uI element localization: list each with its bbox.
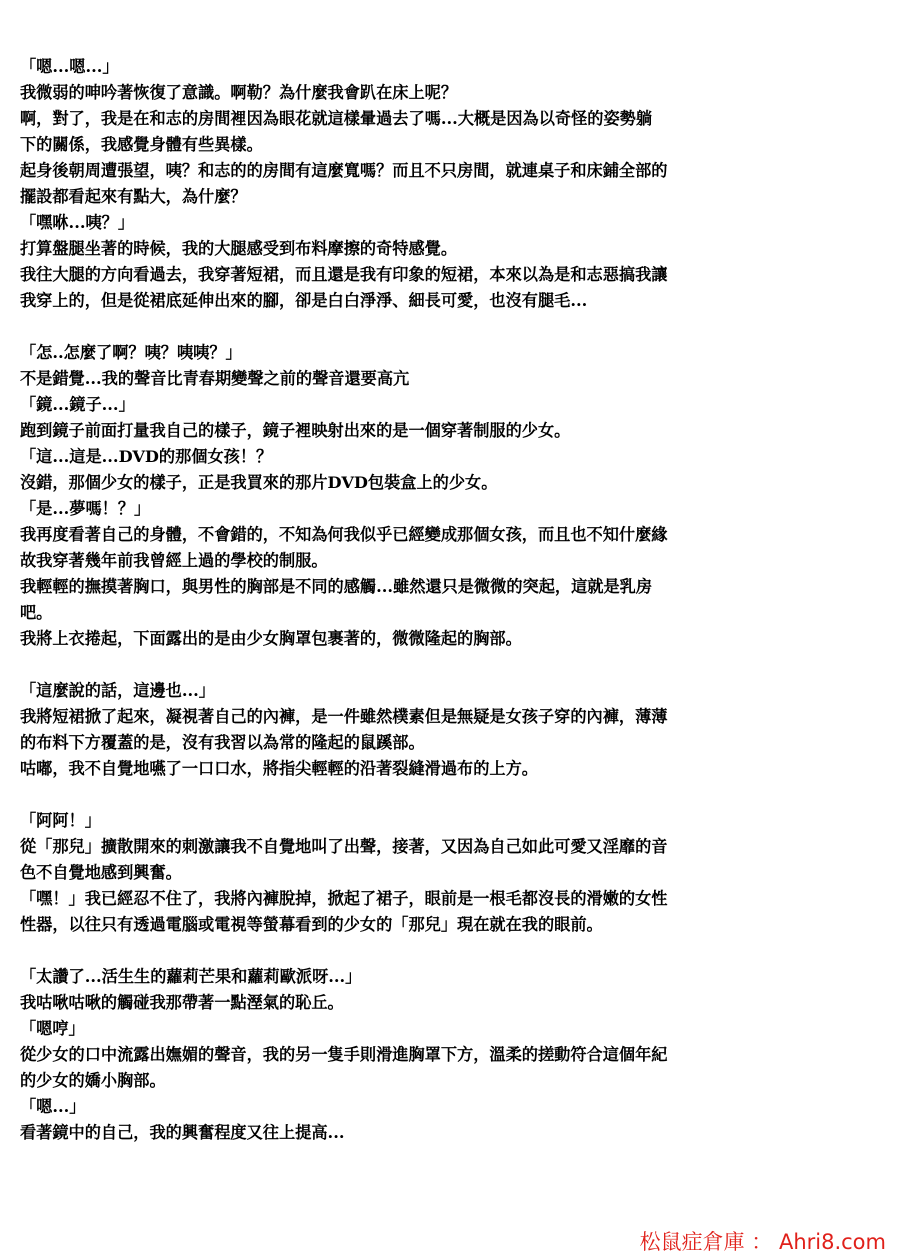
text-line: 跑到鏡子前面打量我自己的樣子，鏡子裡映射出來的是一個穿著制服的少女。 [20,421,571,440]
text-line: 「阿阿！」 [20,811,101,830]
text-line: 起身後朝周遭張望，咦？和志的的房間有這麼寬嗎？而且不只房間，就連桌子和床鋪全部的 [20,161,668,180]
text-line: 「嗯...」 [20,1097,86,1116]
text-line: 我往大腿的方向看過去，我穿著短裙，而且還是我有印象的短裙，本來以為是和志惡搞我讓 [20,265,668,284]
text-line: 的少女的嬌小胸部。 [20,1071,166,1090]
text-line: 「嘿！」我已經忍不住了，我將內褲脫掉，掀起了裙子，眼前是一根毛都沒長的滑嫩的女性 [20,889,668,908]
text-line: 色不自覺地感到興奮。 [20,863,182,882]
text-line: 看著鏡中的自己，我的興奮程度又往上提高... [20,1123,345,1142]
paragraph-gap [20,938,886,964]
text-line: 性器，以往只有透過電腦或電視等螢幕看到的少女的「那兒」現在就在我的眼前。 [20,915,603,934]
text-line: 從少女的口中流露出嫵媚的聲音，我的另一隻手則滑進胸罩下方，溫柔的搓動符合這個年紀 [20,1045,668,1064]
text-line: 我咕啾咕啾的觸碰我那帶著一點溼氣的恥丘。 [20,993,344,1012]
text-line: 打算盤腿坐著的時候，我的大腿感受到布料摩擦的奇特感覺。 [20,239,458,258]
text-line: 我再度看著自己的身體，不會錯的，不知為何我似乎已經變成那個女孩，而且也不知什麼緣 [20,525,668,544]
text-line: 啊，對了，我是在和志的房間裡因為眼花就這樣暈過去了嗎...大概是因為以奇怪的姿勢躺 [20,109,653,128]
text-line: 我輕輕的撫摸著胸口，與男性的胸部是不同的感觸...雖然還只是微微的突起，這就是乳房 [20,577,653,596]
text-line: 吧。 [20,603,53,622]
text-line: 下的關係，我感覺身體有些異樣。 [20,135,263,154]
text-line: 我微弱的呻吟著恢復了意識。啊勒？為什麼我會趴在床上呢？ [20,83,458,102]
text-line: 的布料下方覆蓋的是，沒有我習以為常的隆起的鼠蹊部。 [20,733,425,752]
text-line: 「怎..怎麼了啊？咦？咦咦？」 [20,343,242,362]
text-line: 「嗯...嗯...」 [20,57,119,76]
text-line: 不是錯覺...我的聲音比青春期變聲之前的聲音還要高亢 [20,369,410,388]
paragraph-gap [20,314,886,340]
text-line: 「嗯哼」 [20,1019,85,1038]
text-line: 我將短裙掀了起來，凝視著自己的內褲，是一件雖然樸素但是無疑是女孩子穿的內褲，薄薄 [20,707,668,726]
text-line: 「是...夢嗎！？」 [20,499,151,518]
document-body [20,54,886,1146]
text-line: 我將上衣捲起，下面露出的是由少女胸罩包裹著的，微微隆起的胸部。 [20,629,522,648]
text-line: 「太讚了...活生生的蘿莉芒果和蘿莉歐派呀...」 [20,967,362,986]
text-line: 沒錯，那個少女的樣子，正是我買來的那片DVD包裝盒上的少女。 [20,473,498,492]
text-line: 擺設都看起來有點大，為什麼？ [20,187,247,206]
text-line: 故我穿著幾年前我曾經上過的學校的制服。 [20,551,328,570]
text-line: 「嘿咻...咦？」 [20,213,135,232]
text-line: 「這...這是...DVD的那個女孩！？ [20,447,273,466]
text-line: 咕嘟，我不自覺地嚥了一口口水，將指尖輕輕的沿著裂縫滑過布的上方。 [20,759,538,778]
text-line: 「鏡...鏡子...」 [20,395,135,414]
text-line: 「這麼說的話，這邊也...」 [20,681,215,700]
text-line: 從「那兒」擴散開來的刺激讓我不自覺地叫了出聲，接著，又因為自己如此可愛又淫靡的音 [20,837,668,856]
watermark: 松鼠症倉庫 ： Ahri8.com [639,1230,886,1254]
text-line: 我穿上的，但是從裙底延伸出來的腳，卻是白白淨淨、細長可愛，也沒有腿毛... [20,291,588,310]
paragraph-gap [20,782,886,808]
paragraph-gap [20,652,886,678]
